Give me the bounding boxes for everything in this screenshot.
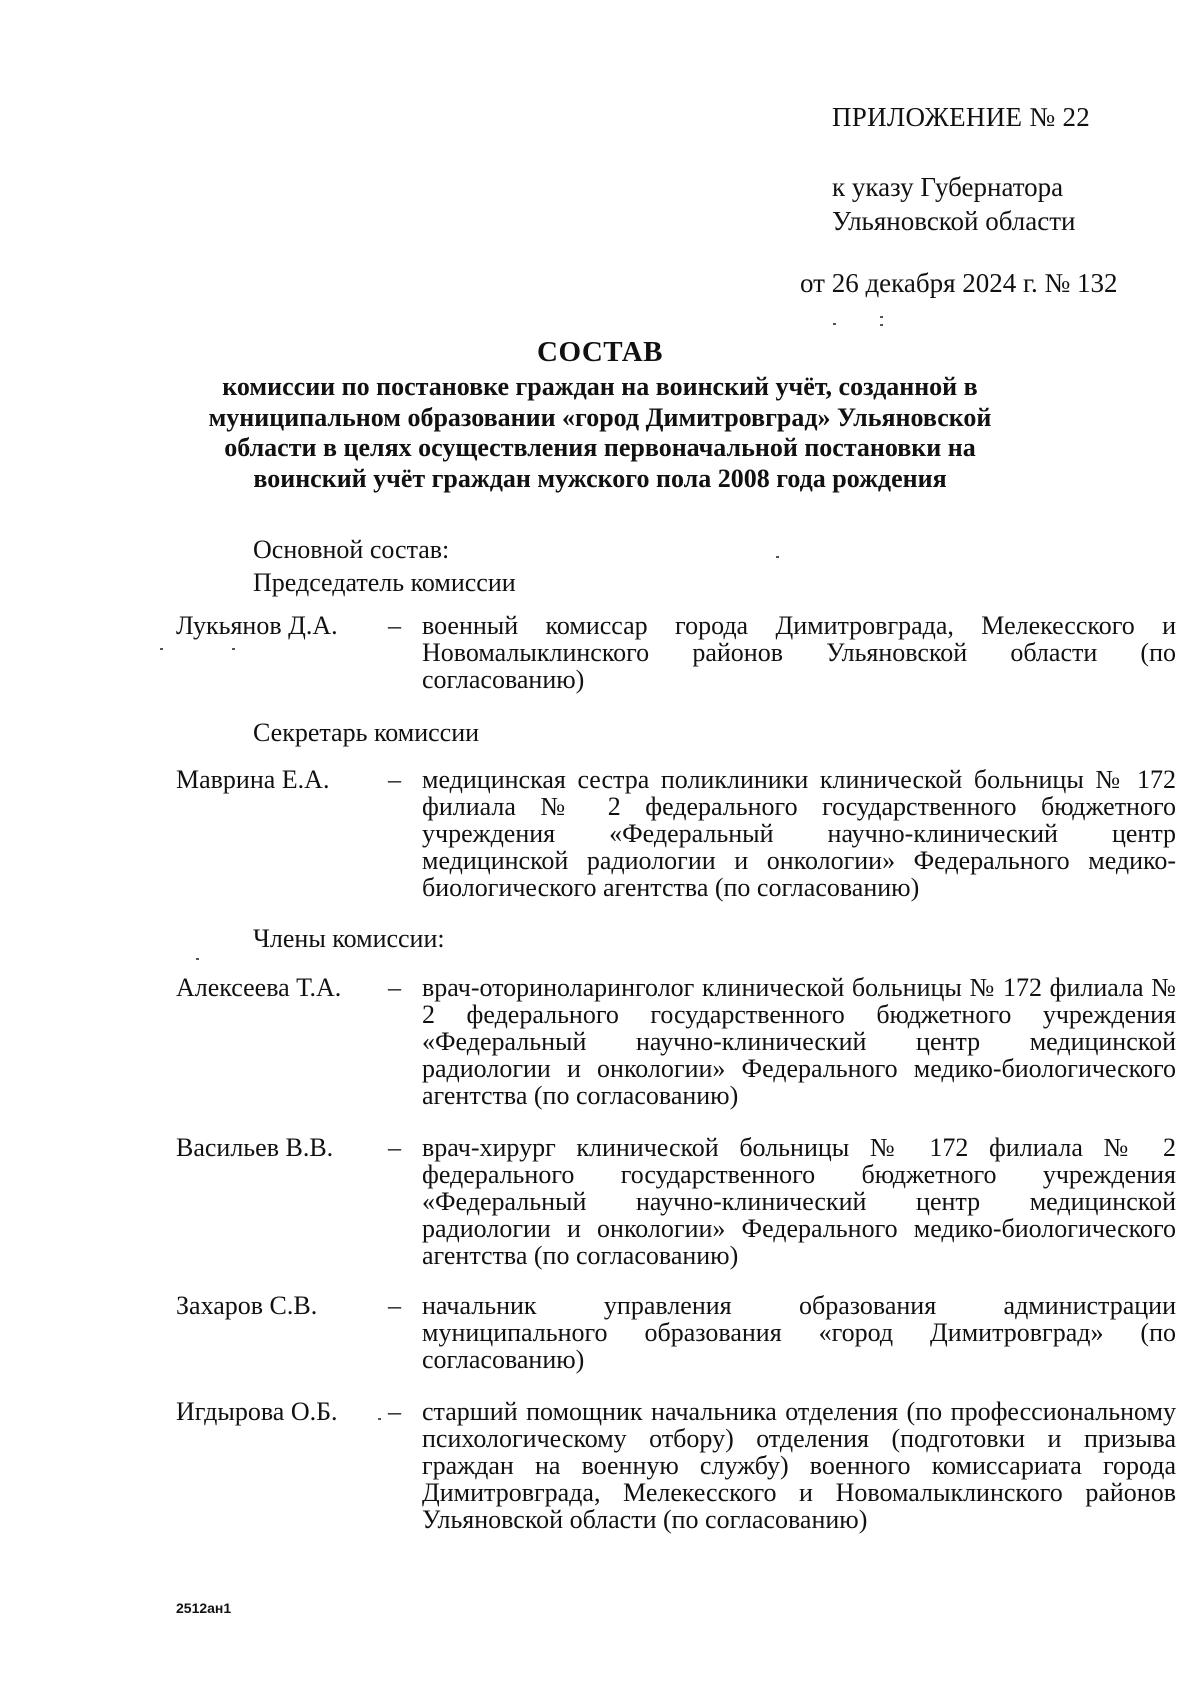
member-entry xyxy=(176,1398,1176,1533)
member-dash: – xyxy=(388,765,401,794)
document-code: 2512ан1 xyxy=(176,1600,232,1616)
member-name: Игдырова О.Б. xyxy=(176,1397,338,1426)
member-name: Захаров С.В. xyxy=(176,1291,318,1320)
decree-line-1: к указу Губернатора xyxy=(832,172,1064,202)
decree-reference xyxy=(832,170,1076,238)
member-entry xyxy=(176,1134,1176,1269)
scan-speck xyxy=(776,556,779,558)
member-dash: – xyxy=(388,1133,401,1162)
section-members: Члены комиссии: xyxy=(253,924,445,953)
scan-speck xyxy=(232,648,235,650)
decree-date: от 26 декабря 2024 г. № 132 xyxy=(800,268,1118,298)
member-description: врач-оториноларинголог клинической больницы № 172 филиала № 2 федерального государственного бюджетного учреждения «Федеральный научно-клинический центр медицинской радиологии и онкологии» Федерального медико-биологического агентства (по согласованию) xyxy=(422,973,1176,1110)
member-dash: – xyxy=(388,611,401,640)
member-entry xyxy=(176,1292,1176,1373)
member-name: Алексеева Т.А. xyxy=(176,973,342,1002)
scan-speck xyxy=(160,648,163,650)
member-entry xyxy=(176,612,1176,693)
member-description: военный комиссар города Димитровграда, Мелекесского и Новомалыклинского районов Ульяновской области (по согласованию) xyxy=(422,611,1176,694)
member-entry xyxy=(176,766,1176,901)
scan-speck xyxy=(880,316,883,318)
member-description: медицинская сестра поликлиники клинической больницы № 172 филиала № 2 федерального государственного бюджетного учреждения «Федеральный научно-клинический центр медицинской радиологии и онкологии» Федерального медико-биологического агентства (по согласованию) xyxy=(422,765,1176,902)
member-description: старший помощник начальника отделения (по профессиональному психологическому отбору) отделения (подготовки и призыва граждан на военную службу) военного комиссариата города Димитровграда, Мелекесского и Новомалыклинского районов Ульяновской области (по согласованию) xyxy=(422,1397,1176,1534)
section-chairman: Председатель комиссии xyxy=(253,568,516,597)
scan-speck xyxy=(378,1418,381,1420)
decree-line-2: Ульяновской области xyxy=(832,206,1076,236)
member-name: Лукьянов Д.А. xyxy=(176,611,338,640)
member-dash: – xyxy=(388,973,401,1002)
scan-speck xyxy=(833,323,836,325)
section-main-composition: Основной состав: xyxy=(253,535,450,564)
member-name: Васильев В.В. xyxy=(176,1133,334,1162)
member-description: врач-хирург клинической больницы № 172 филиала № 2 федерального государственного бюджетного учреждения «Федеральный научно-клинический центр медицинской радиологии и онкологии» Федерального медико-биологического агентства (по согласованию) xyxy=(422,1133,1176,1270)
member-dash: – xyxy=(388,1397,401,1426)
member-dash: – xyxy=(388,1291,401,1320)
scan-speck xyxy=(880,324,883,326)
document-title: СОСТАВ xyxy=(537,336,663,368)
member-entry xyxy=(176,974,1176,1109)
document-subtitle: комиссии по постановке граждан на воинский учёт, созданной в муниципальном образовании «город Димитровград» Ульяновской области в целях осуществления первоначальной постановки на воинский учёт граждан мужского пола 2008 года рождения xyxy=(208,372,992,493)
member-name: Маврина Е.А. xyxy=(176,765,330,794)
section-secretary: Секретарь комиссии xyxy=(253,718,480,747)
scan-speck xyxy=(196,958,199,960)
appendix-number: ПРИЛОЖЕНИЕ № 22 xyxy=(832,102,1091,132)
member-description: начальник управления образования администрации муниципального образования «город Димитровград» (по согласованию) xyxy=(422,1291,1176,1374)
